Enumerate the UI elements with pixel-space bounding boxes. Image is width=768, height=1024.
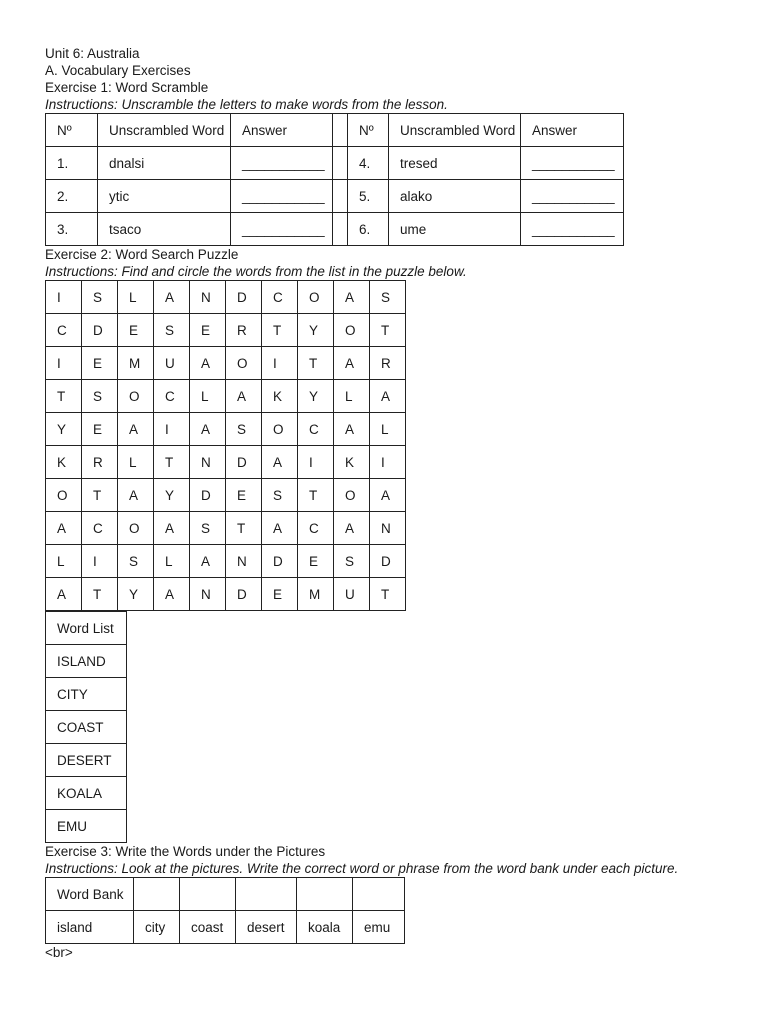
grid-cell[interactable]: O	[118, 380, 154, 413]
grid-cell[interactable]: L	[46, 545, 82, 578]
grid-cell[interactable]: L	[154, 545, 190, 578]
word-list-row	[46, 645, 127, 678]
grid-row	[46, 545, 406, 578]
word-list-row	[46, 711, 127, 744]
grid-cell[interactable]: O	[334, 479, 370, 512]
empty-cell	[180, 878, 236, 911]
grid-cell[interactable]: A	[370, 479, 406, 512]
grid-row	[46, 479, 406, 512]
grid-cell[interactable]: O	[46, 479, 82, 512]
grid-cell[interactable]: E	[118, 314, 154, 347]
grid-cell[interactable]: Y	[154, 479, 190, 512]
grid-cell[interactable]: U	[334, 578, 370, 611]
grid-cell[interactable]: T	[226, 512, 262, 545]
grid-cell[interactable]: A	[118, 413, 154, 446]
grid-cell[interactable]: O	[262, 413, 298, 446]
grid-cell[interactable]: A	[190, 347, 226, 380]
scrambled-word: tsaco	[98, 213, 231, 246]
grid-cell[interactable]: L	[118, 281, 154, 314]
grid-cell[interactable]: A	[154, 281, 190, 314]
grid-cell[interactable]: C	[82, 512, 118, 545]
grid-cell[interactable]: U	[154, 347, 190, 380]
grid-cell[interactable]: D	[262, 545, 298, 578]
scrambled-word: alako	[389, 180, 521, 213]
grid-cell[interactable]: M	[298, 578, 334, 611]
grid-cell[interactable]: L	[118, 446, 154, 479]
empty-cell	[353, 878, 405, 911]
grid-row	[46, 281, 406, 314]
item-number: 6.	[348, 213, 389, 246]
grid-cell[interactable]: E	[190, 314, 226, 347]
grid-cell[interactable]: I	[82, 545, 118, 578]
grid-cell[interactable]: I	[262, 347, 298, 380]
grid-cell[interactable]: A	[118, 479, 154, 512]
grid-cell[interactable]: N	[226, 545, 262, 578]
grid-cell[interactable]: I	[46, 281, 82, 314]
grid-cell[interactable]: A	[154, 512, 190, 545]
word-bank-item: city	[134, 911, 180, 944]
header-answer: Answer	[521, 114, 624, 147]
grid-cell[interactable]: Y	[298, 380, 334, 413]
grid-cell[interactable]: S	[226, 413, 262, 446]
grid-cell[interactable]: I	[370, 446, 406, 479]
empty-cell	[297, 878, 353, 911]
grid-cell[interactable]: I	[154, 413, 190, 446]
grid-cell[interactable]: A	[262, 446, 298, 479]
word-bank-item: emu	[353, 911, 405, 944]
grid-cell[interactable]: Y	[298, 314, 334, 347]
grid-row	[46, 380, 406, 413]
grid-cell[interactable]: A	[46, 578, 82, 611]
grid-cell[interactable]: K	[46, 446, 82, 479]
grid-cell[interactable]: A	[334, 413, 370, 446]
grid-cell[interactable]: C	[154, 380, 190, 413]
table-row	[46, 147, 624, 180]
grid-cell[interactable]: Y	[118, 578, 154, 611]
header-no: Nº	[348, 114, 389, 147]
word-bank-title: Word Bank	[46, 878, 134, 911]
grid-cell[interactable]: A	[190, 413, 226, 446]
scrambled-word: tresed	[389, 147, 521, 180]
scrambled-word: ume	[389, 213, 521, 246]
grid-cell[interactable]: S	[370, 281, 406, 314]
grid-cell[interactable]: O	[298, 281, 334, 314]
grid-row	[46, 347, 406, 380]
grid-cell[interactable]: M	[118, 347, 154, 380]
empty-cell	[236, 878, 297, 911]
item-number: 2.	[46, 180, 98, 213]
grid-cell[interactable]: E	[298, 545, 334, 578]
word-list-row	[46, 744, 127, 777]
grid-cell[interactable]: A	[262, 512, 298, 545]
word-list-item: KOALA	[46, 777, 127, 810]
grid-cell[interactable]: D	[190, 479, 226, 512]
word-bank-item: koala	[297, 911, 353, 944]
word-list-row	[46, 777, 127, 810]
word-scramble-table	[45, 113, 624, 246]
grid-row	[46, 512, 406, 545]
grid-cell[interactable]: O	[118, 512, 154, 545]
item-number: 4.	[348, 147, 389, 180]
grid-cell[interactable]: L	[190, 380, 226, 413]
exercise2-instructions: Instructions: Find and circle the words from the list in the puzzle below.	[45, 264, 467, 279]
column-gap	[333, 213, 348, 246]
answer-blank[interactable]: ___________	[521, 180, 624, 213]
grid-cell[interactable]: T	[370, 578, 406, 611]
answer-blank[interactable]: ___________	[231, 180, 333, 213]
exercise1-title: Exercise 1: Word Scramble	[45, 80, 209, 95]
answer-blank[interactable]: ___________	[231, 213, 333, 246]
word-bank-row	[46, 911, 405, 944]
column-gap	[333, 147, 348, 180]
header-word: Unscrambled Word	[389, 114, 521, 147]
table-row	[46, 180, 624, 213]
word-list-item: DESERT	[46, 744, 127, 777]
grid-cell[interactable]: R	[370, 347, 406, 380]
grid-cell[interactable]: C	[46, 314, 82, 347]
grid-row	[46, 578, 406, 611]
grid-cell[interactable]: C	[262, 281, 298, 314]
grid-cell[interactable]: C	[298, 413, 334, 446]
word-list-item: ISLAND	[46, 645, 127, 678]
item-number: 3.	[46, 213, 98, 246]
header-no: Nº	[46, 114, 98, 147]
grid-cell[interactable]: D	[370, 545, 406, 578]
grid-cell[interactable]: T	[298, 479, 334, 512]
grid-row	[46, 413, 406, 446]
grid-cell[interactable]: O	[334, 314, 370, 347]
grid-cell[interactable]: D	[226, 446, 262, 479]
word-list-table	[45, 611, 127, 843]
grid-cell[interactable]: L	[334, 380, 370, 413]
grid-cell[interactable]: T	[82, 578, 118, 611]
header-answer: Answer	[231, 114, 333, 147]
grid-cell[interactable]: T	[154, 446, 190, 479]
grid-cell[interactable]: N	[190, 281, 226, 314]
grid-cell[interactable]: N	[190, 446, 226, 479]
column-gap	[333, 180, 348, 213]
grid-cell[interactable]: N	[190, 578, 226, 611]
word-bank-item: desert	[236, 911, 297, 944]
header-word: Unscrambled Word	[98, 114, 231, 147]
table-header-row	[46, 114, 624, 147]
table-row	[46, 213, 624, 246]
word-list-title: Word List	[46, 612, 127, 645]
word-list-item: COAST	[46, 711, 127, 744]
grid-cell[interactable]: K	[334, 446, 370, 479]
section-title: A. Vocabulary Exercises	[45, 63, 191, 78]
answer-blank[interactable]: ___________	[521, 213, 624, 246]
grid-cell[interactable]: E	[82, 413, 118, 446]
scrambled-word: dnalsi	[98, 147, 231, 180]
grid-cell[interactable]: E	[226, 479, 262, 512]
word-list-row	[46, 810, 127, 843]
grid-cell[interactable]: T	[262, 314, 298, 347]
word-bank-table	[45, 877, 405, 944]
grid-cell[interactable]: O	[226, 347, 262, 380]
grid-cell[interactable]: S	[190, 512, 226, 545]
word-bank-header-row	[46, 878, 405, 911]
grid-cell[interactable]: L	[370, 413, 406, 446]
grid-cell[interactable]: E	[82, 347, 118, 380]
item-number: 1.	[46, 147, 98, 180]
grid-cell[interactable]: D	[226, 578, 262, 611]
exercise3-instructions: Instructions: Look at the pictures. Write the correct word or phrase from the word bank under each picture.	[45, 861, 679, 876]
grid-cell[interactable]: R	[226, 314, 262, 347]
word-list-header-row	[46, 612, 127, 645]
grid-cell[interactable]: C	[298, 512, 334, 545]
footer-text: <br>	[45, 945, 73, 960]
grid-cell[interactable]: A	[370, 380, 406, 413]
unit-title: Unit 6: Australia	[45, 46, 140, 61]
exercise3-title: Exercise 3: Write the Words under the Pictures	[45, 844, 326, 859]
grid-cell[interactable]: S	[118, 545, 154, 578]
grid-cell[interactable]: A	[334, 347, 370, 380]
grid-cell[interactable]: S	[82, 281, 118, 314]
grid-cell[interactable]: T	[370, 314, 406, 347]
grid-cell[interactable]: D	[82, 314, 118, 347]
grid-cell[interactable]: S	[262, 479, 298, 512]
grid-cell[interactable]: T	[298, 347, 334, 380]
exercise2-title: Exercise 2: Word Search Puzzle	[45, 247, 239, 262]
grid-cell[interactable]: N	[370, 512, 406, 545]
grid-cell[interactable]: R	[82, 446, 118, 479]
grid-cell[interactable]: Y	[46, 413, 82, 446]
grid-cell[interactable]: I	[298, 446, 334, 479]
word-list-item: EMU	[46, 810, 127, 843]
empty-cell	[134, 878, 180, 911]
grid-cell[interactable]: T	[46, 380, 82, 413]
grid-cell[interactable]: A	[334, 512, 370, 545]
grid-cell[interactable]: A	[334, 281, 370, 314]
word-bank-item: coast	[180, 911, 236, 944]
word-bank-item: island	[46, 911, 134, 944]
grid-cell[interactable]: A	[226, 380, 262, 413]
word-search-grid	[45, 280, 406, 611]
column-gap	[333, 114, 348, 147]
grid-cell[interactable]: T	[82, 479, 118, 512]
grid-cell[interactable]: I	[46, 347, 82, 380]
grid-row	[46, 446, 406, 479]
grid-cell[interactable]: D	[226, 281, 262, 314]
scrambled-word: ytic	[98, 180, 231, 213]
grid-cell[interactable]: S	[82, 380, 118, 413]
grid-cell[interactable]: A	[190, 545, 226, 578]
grid-cell[interactable]: A	[154, 578, 190, 611]
grid-cell[interactable]: S	[334, 545, 370, 578]
grid-cell[interactable]: A	[46, 512, 82, 545]
exercise1-instructions: Instructions: Unscramble the letters to make words from the lesson.	[45, 97, 448, 112]
item-number: 5.	[348, 180, 389, 213]
worksheet-page	[45, 45, 725, 961]
word-list-item: CITY	[46, 678, 127, 711]
grid-cell[interactable]: K	[262, 380, 298, 413]
grid-cell[interactable]: E	[262, 578, 298, 611]
word-list-row	[46, 678, 127, 711]
answer-blank[interactable]: ___________	[521, 147, 624, 180]
answer-blank[interactable]: ___________	[231, 147, 333, 180]
grid-cell[interactable]: S	[154, 314, 190, 347]
grid-row	[46, 314, 406, 347]
